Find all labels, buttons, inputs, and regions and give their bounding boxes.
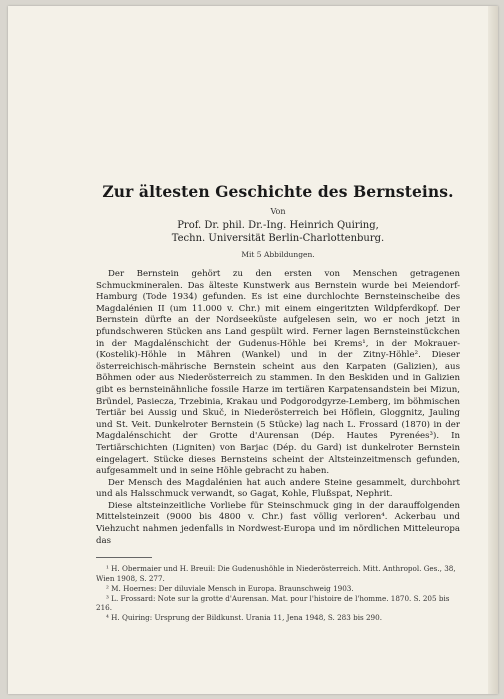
footnote: ⁴ H. Quiring: Ursprung der Bildkunst. Urania 11, Jena 1948, S. 283 bis 290. bbox=[106, 613, 382, 623]
article-body bbox=[96, 269, 460, 547]
by-line: Von bbox=[270, 207, 286, 216]
author-name: Prof. Dr. phil. Dr.-Ing. Heinrich Quiring, bbox=[177, 220, 379, 231]
paragraph: Der Bernstein gehört zu den ersten von Menschen getragenen Schmuckmineralen. Das älteste Kunstwerk aus Bernstein wurde bei Meiendorf-Hamburg (Tode 1934) gefunden. Es ist eine durchlochte Bernsteinscheibe des Magdalénien II (um 11.000 v. Chr.) mit einem eingeritzten Wildpferdkopf. Der Bernstein dürfte an der Nordseeküste aufgelesen sein, wo er noch jetzt in pfundschweren Stücken ans Land gespült wird. Ferner lagen Bernsteinstückchen in der Magdalénschicht der Gudenus-Höhle bei Krems¹, in der Mokrauer-(Kostelik)-Höhle in Mähren (Wankel) und in der Zitny-Höhle². Dieser österreichisch-mährische Bernstein scheint aus den Karpaten (Galizien), aus Böhmen oder aus Niederösterreich zu stammen. In den Beskiden und in Galizien gibt es bernsteinähnliche fossile Harze im tertiären Karpatensandstein bei Mizun, Bründel, Pasiecza, Trzebinia, Krakau und Podgorodgyrze-Lemberg, im böhmischen Tertiär bei Aussig und Skuč, in Niederösterreich bei Höflein, Gloggnitz, Jauling und St. Veit. Dunkelroter Bernstein (5 Stücke) lag nach L. Frossard (1870) in der Magdalénschicht der Grotte d'Aurensan (Dép. Hautes Pyrenées³). In Tertiärschichten (Ligniten) von Barjac (Dép. du Gard) ist dunkelroter Bernstein eingelagert. Stücke dieses Bernsteins scheint der Altsteinzeitmensch gefunden, aufgesammelt und in seine Höhle gebracht zu haben. bbox=[96, 269, 460, 477]
page-edge bbox=[488, 6, 498, 694]
footnote: ² M. Hoernes: Der diluviale Mensch in Europa. Braunschweig 1903. bbox=[106, 583, 354, 593]
footnotes bbox=[96, 564, 460, 623]
paragraph: Diese altsteinzeitliche Vorliebe für Steinschmuck ging in der darauffolgenden Mittelsteinzeit (9000 bis 4800 v. Chr.) fast völlig verloren⁴. Ackerbau und Viehzucht nahmen jedenfalls in Nordwest-Europa und im nördlichen Mitteleuropa das bbox=[96, 500, 460, 546]
footnote: ³ L. Frossard: Note sur la grotte d'Aurensan. Mat. pour l'histoire de l'homme. 1870. S. 205 bis 216. bbox=[96, 593, 450, 613]
article-title: Zur ältesten Geschichte des Bernsteins. bbox=[102, 182, 454, 201]
author-block bbox=[96, 219, 460, 245]
document-page bbox=[8, 6, 498, 694]
paragraph: Der Mensch des Magdalénien hat auch andere Steine gesammelt, durchbohrt und als Halsschmuck verwandt, so Gagat, Kohle, Flußspat, Nephrit. bbox=[96, 477, 460, 500]
figure-count: Mit 5 Abbildungen. bbox=[241, 250, 315, 259]
author-affiliation: Techn. Universität Berlin-Charlottenburg. bbox=[171, 233, 385, 244]
footnote: ¹ H. Obermaier und H. Breuil: Die Gudenushöhle in Niederösterreich. Mitt. Anthropol. Ges., 38, Wien 1908, S. 277. bbox=[96, 564, 456, 584]
article bbox=[96, 182, 460, 623]
footnote-divider bbox=[96, 557, 152, 558]
